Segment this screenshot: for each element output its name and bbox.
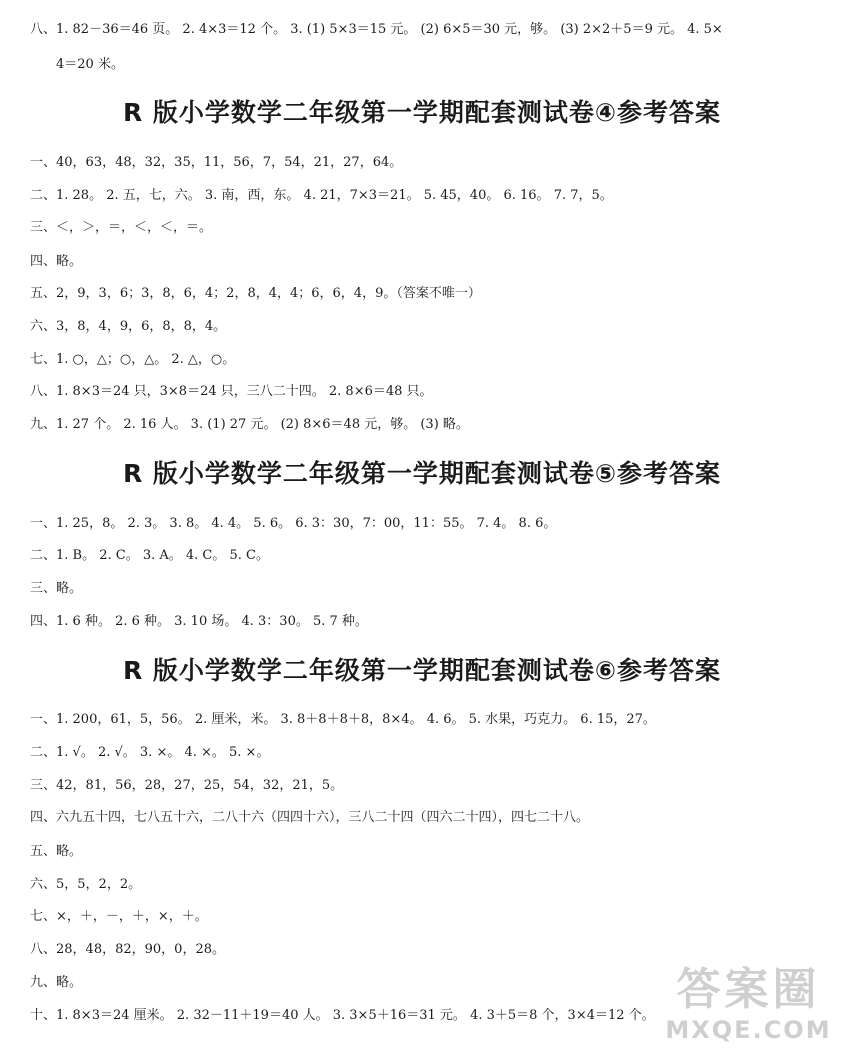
section6-answer-line-3: 三、42，81，56，28，27，25，54，32，21，5。 — [30, 778, 344, 793]
section6-answer-line-8: 八、28，48，82，90，0，28。 — [30, 942, 225, 957]
section4-answer-line-2: 二、1. 28。 2. 五，七，六。 3. 南，西，东。 4. 21，7×3＝21。 5. 45，40。 6. 16。 7. 7，5。 — [30, 188, 613, 203]
watermark-url-text: MXQE.COM — [665, 1016, 832, 1044]
answer-line-8-top-continued: 4＝20 米。 — [56, 57, 124, 72]
section4-answer-line-8: 八、1. 8×3＝24 只，3×8＝24 只，三八二十四。 2. 8×6＝48 只。 — [30, 384, 433, 399]
section4-answer-line-5: 五、2，9，3，6；3，8，6，4；2，8，4，4；6，6，4，9。（答案不唯一） — [30, 286, 481, 301]
section5-answer-line-2: 二、1. B。 2. C。 3. A。 4. C。 5. C。 — [30, 548, 269, 563]
section5-answer-line-4: 四、1. 6 种。 2. 6 种。 3. 10 场。 4. 3：30。 5. 7 种。 — [30, 614, 368, 629]
section6-answer-line-7: 七、×，＋，－，＋，×，＋。 — [30, 909, 208, 924]
section4-answer-line-6: 六、3，8，4，9，6，8，8，4。 — [30, 319, 227, 334]
section-title-test-5: R 版小学数学二年级第一学期配套测试卷⑤参考答案 — [122, 459, 722, 488]
section4-answer-line-1: 一、40，63，48，32，35，11，56，7，54，21，27，64。 — [30, 155, 403, 170]
section4-answer-line-7: 七、1. ○，△；○，△。 2. △，○。 — [30, 352, 236, 367]
section6-answer-line-10: 十、1. 8×3＝24 厘米。 2. 32－11＋19＝40 人。 3. 3×5＋16＝31 元。 4. 3＋5＝8 个，3×4＝12 个。 — [30, 1008, 655, 1023]
section6-answer-line-1: 一、1. 200，61，5，56。 2. 厘米，米。 3. 8＋8＋8＋8，8×4。 4. 6。 5. 水果，巧克力。 6. 15，27。 — [30, 712, 656, 727]
section6-answer-line-4: 四、六九五十四，七八五十六，二八十六（四四十六），三八二十四（四六二十四），四七二十八。 — [30, 810, 590, 825]
section4-answer-line-4: 四、略。 — [30, 254, 83, 269]
section6-answer-line-2: 二、1. √。 2. √。 3. ×。 4. ×。 5. ×。 — [30, 745, 270, 760]
section5-answer-line-3: 三、略。 — [30, 581, 83, 596]
section6-answer-line-9: 九、略。 — [30, 975, 83, 990]
section6-answer-line-6: 六、5，5，2，2。 — [30, 877, 142, 892]
answer-line-8-top: 八、1. 82－36＝46 页。 2. 4×3＝12 个。 3. (1) 5×3＝15 元。 (2) 6×5＝30 元，够。 (3) 2×2＋5＝9 元。 4. 5× — [30, 22, 723, 37]
watermark-chinese-text: 答案圈 — [676, 964, 821, 1015]
section6-answer-line-5: 五、略。 — [30, 844, 83, 859]
section4-answer-line-3: 三、＜，＞，＝，＜，＜，＝。 — [30, 220, 213, 235]
section4-answer-line-9: 九、1. 27 个。 2. 16 人。 3. (1) 27 元。 (2) 8×6＝48 元，够。 (3) 略。 — [30, 417, 469, 432]
section5-answer-line-1: 一、1. 25，8。 2. 3。 3. 8。 4. 4。 5. 6。 6. 3：30，7：00，11：55。 7. 4。 8. 6。 — [30, 516, 557, 531]
section-title-test-4: R 版小学数学二年级第一学期配套测试卷④参考答案 — [122, 98, 722, 127]
section-title-test-6: R 版小学数学二年级第一学期配套测试卷⑥参考答案 — [122, 656, 722, 685]
